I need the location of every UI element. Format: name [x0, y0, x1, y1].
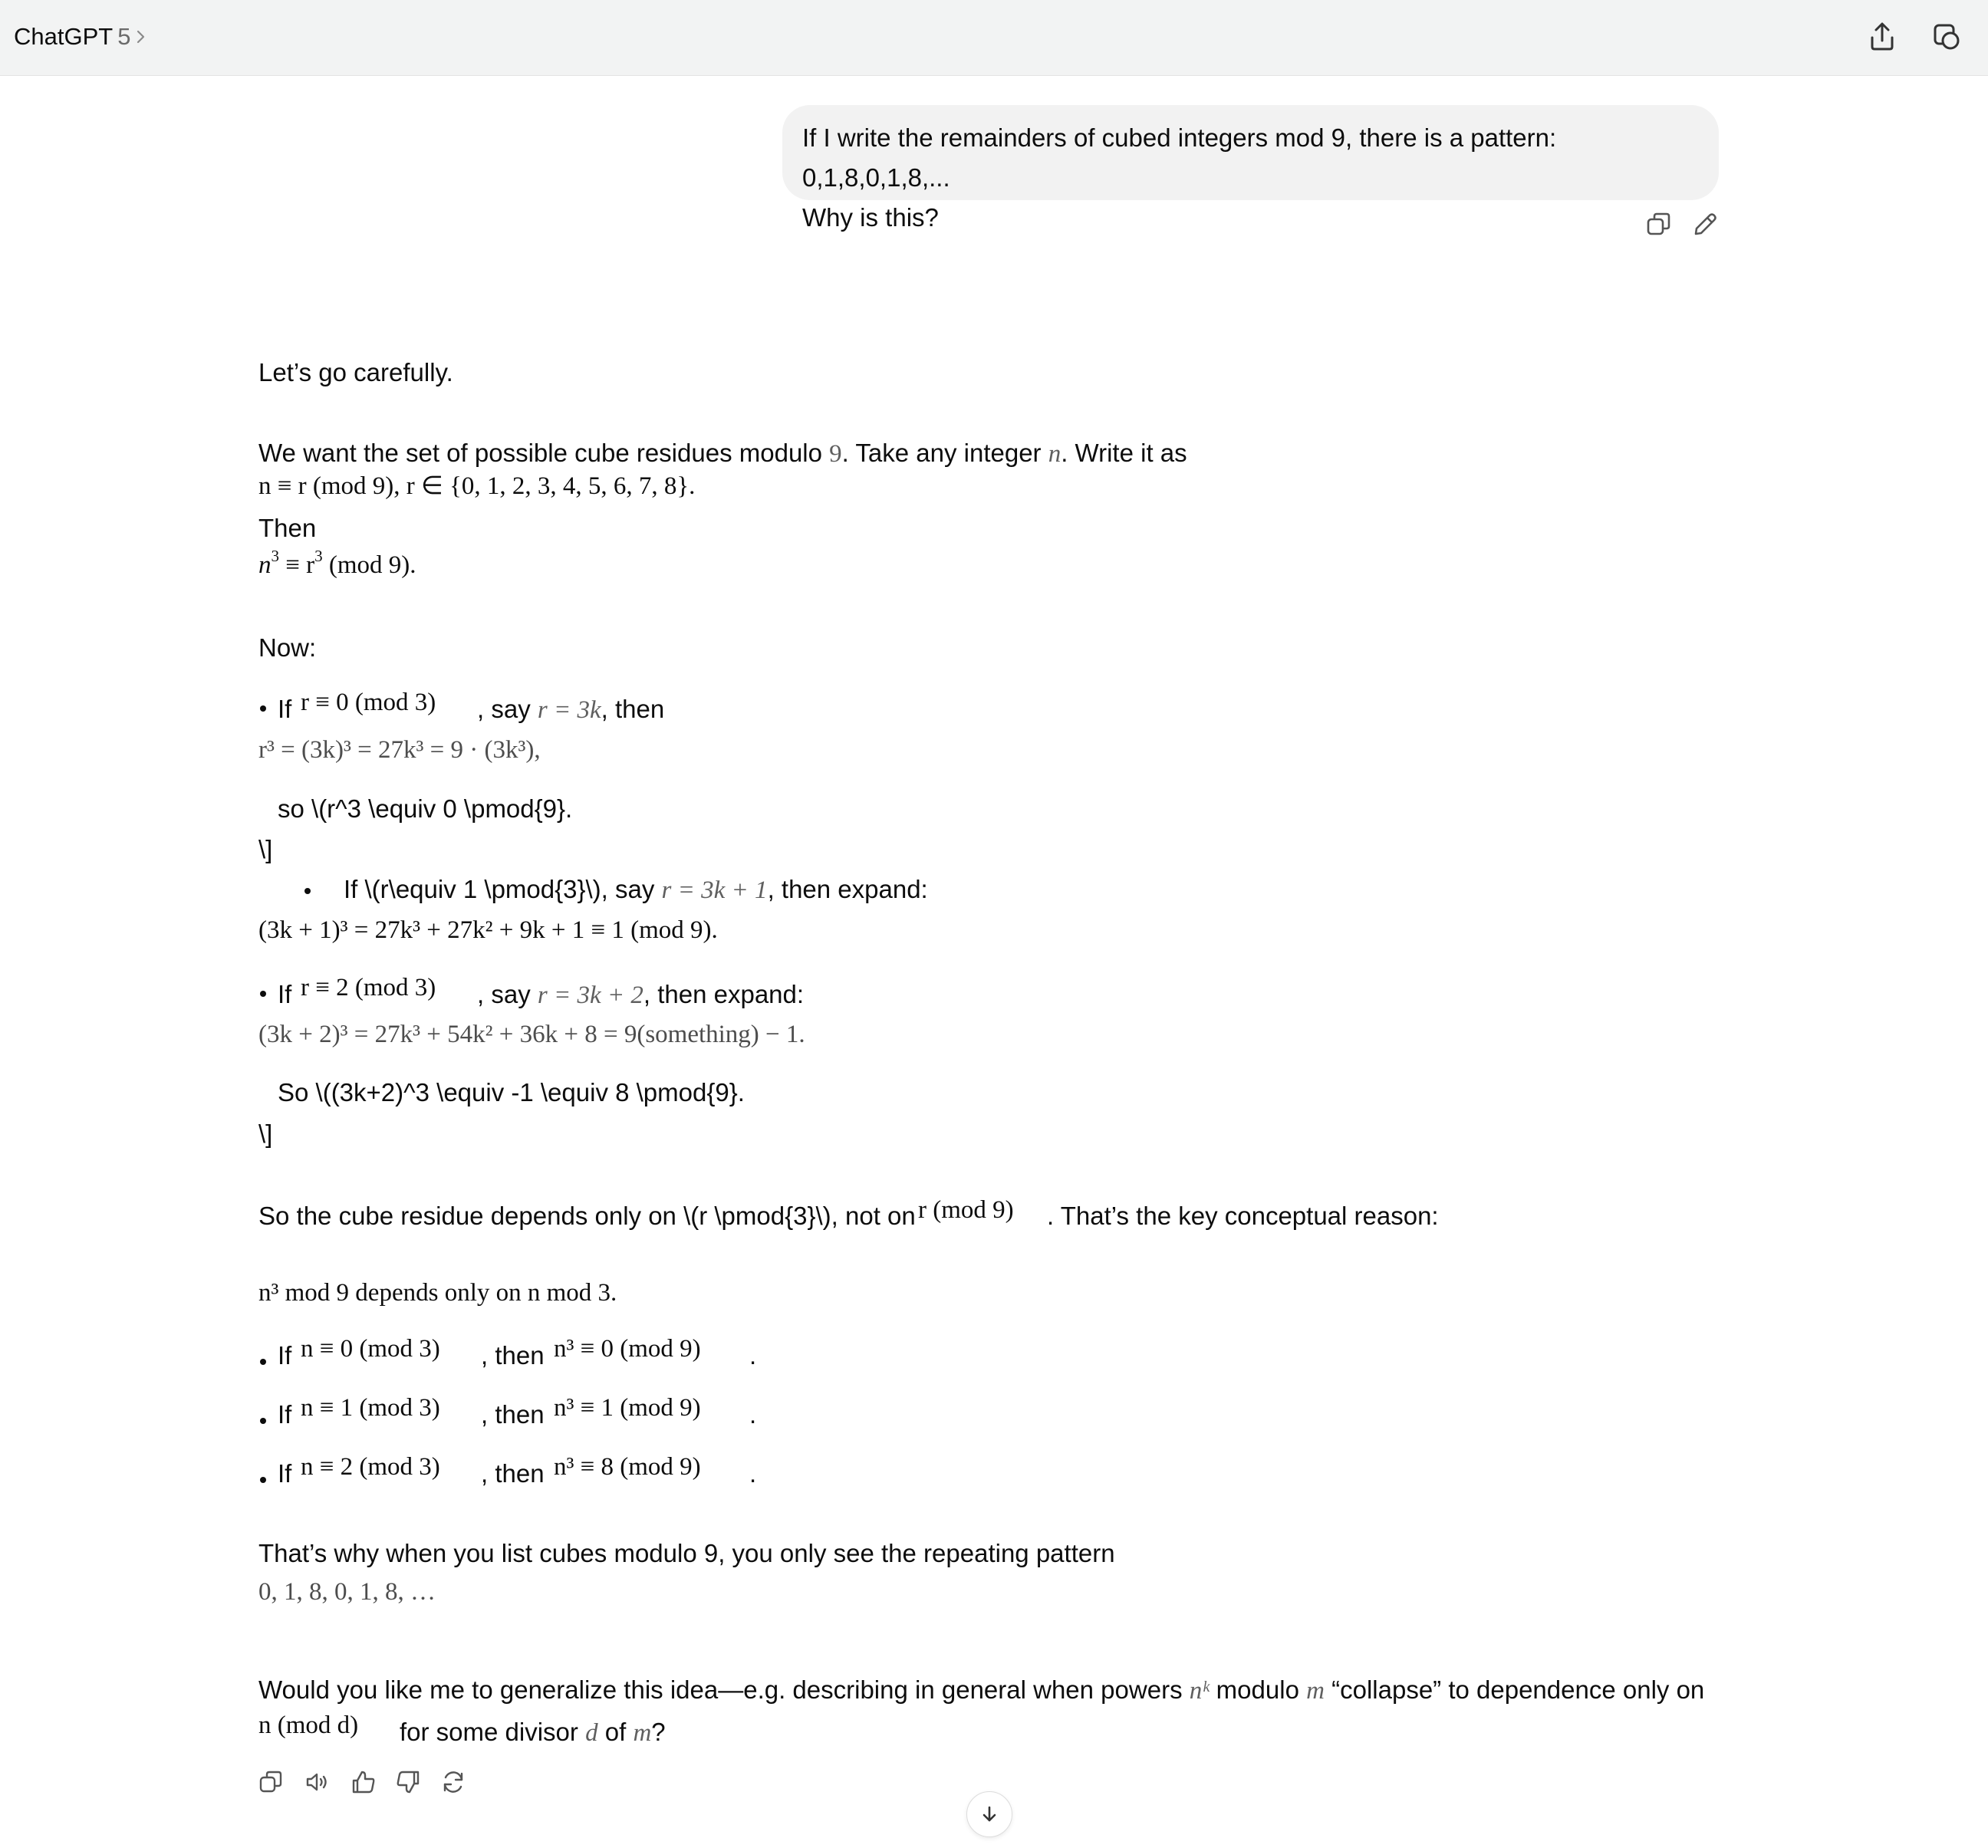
user-message-line2: Why is this? [802, 203, 939, 232]
case3-math-cube: n³ ≡ 8 (mod 9) [554, 1453, 701, 1481]
thumbs-up-icon[interactable] [350, 1768, 377, 1796]
paragraph-setup [258, 436, 1187, 472]
case3-then: , then [481, 1459, 545, 1488]
text-fragment: , say [477, 695, 538, 723]
text-fragment: . Write it as [1061, 439, 1187, 467]
bullet3-close: \] [258, 1120, 273, 1148]
case2-math-n: n ≡ 1 (mod 3) [301, 1394, 440, 1422]
followup-question [258, 1672, 1704, 1708]
bullet1-close: \] [258, 835, 273, 863]
key-reason-math: r (mod 9) [918, 1196, 1014, 1224]
model-selector[interactable] [14, 21, 150, 52]
copy-icon[interactable] [258, 1768, 285, 1796]
math-n: n [1048, 440, 1061, 468]
bullet2-equation: (3k + 1)³ = 27k³ + 27k² + 9k + 1 ≡ 1 (mod 9). [258, 916, 718, 944]
text-fragment: “collapse” to dependence only on [1324, 1675, 1705, 1704]
then-text: Then [258, 514, 317, 542]
case1-if: If [278, 1341, 292, 1370]
math-substitution: r = 3k [537, 696, 601, 724]
bullet1-equation: r³ = (3k)³ = 27k³ = 9 · (3k³), [258, 736, 541, 764]
text-fragment: We want the set of possible cube residues modulo [258, 439, 830, 467]
intro-text: Let’s go carefully. [258, 358, 453, 386]
text-fragment: , then expand: [643, 980, 805, 1008]
equation-residue: n ≡ r (mod 9), r ∈ {0, 1, 2, 3, 4, 5, 6, 7, 8}. [258, 472, 696, 500]
math-exp: 3 [271, 547, 279, 565]
case1-then: , then [481, 1341, 545, 1370]
case2-then: , then [481, 1400, 545, 1429]
math-substitution: r = 3k + 2 [537, 982, 643, 1009]
math-fragment: (mod 9). [322, 551, 416, 579]
text-fragment: for some divisor [400, 1718, 586, 1746]
bullet3-math: r ≡ 2 (mod 3) [301, 974, 436, 1001]
bullet3-so: So \((3k+2)^3 \equiv -1 \equiv 8 \pmod{9}. [278, 1078, 745, 1106]
equation-cube [258, 547, 416, 583]
case1-dot: . [749, 1341, 757, 1370]
text-fragment: modulo [1209, 1675, 1307, 1704]
bullet [260, 1477, 266, 1483]
math-n: n [258, 551, 272, 579]
edit-icon[interactable] [1690, 209, 1720, 240]
math-m: m [633, 1719, 652, 1747]
key-reason-tail: . That’s the key conceptual reason: [1047, 1202, 1439, 1230]
text-fragment: . Take any integer [841, 439, 1048, 467]
case1-math-cube: n³ ≡ 0 (mod 9) [554, 1335, 701, 1363]
top-bar [0, 0, 1988, 76]
bullet [260, 991, 266, 997]
math-fragment: ≡ r [279, 551, 315, 579]
copy-icon[interactable] [1644, 209, 1674, 240]
text-fragment: ? [651, 1718, 666, 1746]
pattern-sequence: 0, 1, 8, 0, 1, 8, … [258, 1578, 436, 1606]
math-exp: 3 [314, 547, 323, 565]
bullet3-equation: (3k + 2)³ = 27k³ + 54k² + 36k + 8 = 9(something) − 1. [258, 1021, 805, 1048]
math-substitution: r = 3k + 1 [661, 876, 768, 904]
case1-math-n: n ≡ 0 (mod 3) [301, 1335, 440, 1363]
case3-if: If [278, 1459, 292, 1488]
user-message [782, 105, 1719, 232]
followup-math: n (mod d) [258, 1712, 359, 1739]
math-d: d [585, 1719, 598, 1747]
case2-if: If [278, 1400, 292, 1429]
bullet1-say [477, 692, 664, 728]
regenerate-icon[interactable] [439, 1768, 467, 1796]
bullet3-if: If [278, 980, 292, 1008]
case2-dot: . [749, 1400, 757, 1429]
bullet2-text [344, 872, 928, 908]
bullet [260, 1418, 266, 1424]
text-fragment: If \(r\equiv 1 \pmod{3}\), say [344, 875, 662, 903]
model-version: 5 [117, 23, 131, 50]
text-fragment: Would you like me to generalize this idea—e.g. describing in general when powers [258, 1675, 1190, 1704]
key-reason-text: So the cube residue depends only on \(r \pmod{3}\), not on [258, 1202, 916, 1230]
text-fragment: of [597, 1718, 634, 1746]
text-fragment: , then expand: [767, 875, 928, 903]
new-chat-icon[interactable] [1928, 18, 1965, 55]
bullet [260, 705, 266, 712]
arrow-down-icon [978, 1803, 1001, 1826]
text-fragment: , say [477, 980, 538, 1008]
bullet [260, 1359, 266, 1365]
pattern-intro: That’s why when you list cubes modulo 9, you only see the repeating pattern [258, 1539, 1115, 1567]
bullet [304, 888, 311, 894]
math-m: m [1306, 1677, 1325, 1705]
math-power: nᵏ [1189, 1677, 1210, 1705]
share-icon[interactable] [1864, 18, 1901, 55]
chevron-right-icon [132, 21, 150, 52]
now-text: Now: [258, 633, 317, 662]
bullet3-say [477, 977, 804, 1013]
user-message-line1: If I write the remainders of cubed integers mod 9, there is a pattern: 0,1,8,0,1,8,... [802, 123, 1557, 192]
text-fragment: , then [601, 695, 665, 723]
app-name: ChatGPT [14, 23, 114, 50]
case3-math-n: n ≡ 2 (mod 3) [301, 1453, 440, 1481]
key-equation: n³ mod 9 depends only on n mod 3. [258, 1279, 617, 1307]
case3-dot: . [749, 1459, 757, 1488]
bullet1-if: If [278, 695, 292, 723]
case2-math-cube: n³ ≡ 1 (mod 9) [554, 1394, 701, 1422]
bullet1-math: r ≡ 0 (mod 3) [301, 689, 436, 716]
scroll-to-bottom-button[interactable] [966, 1791, 1012, 1837]
bullet1-so: so \(r^3 \equiv 0 \pmod{9}. [278, 794, 573, 823]
followup-tail [400, 1715, 666, 1751]
thumbs-down-icon[interactable] [394, 1768, 422, 1796]
math-nine: 9 [829, 440, 842, 468]
read-aloud-icon[interactable] [304, 1768, 331, 1796]
